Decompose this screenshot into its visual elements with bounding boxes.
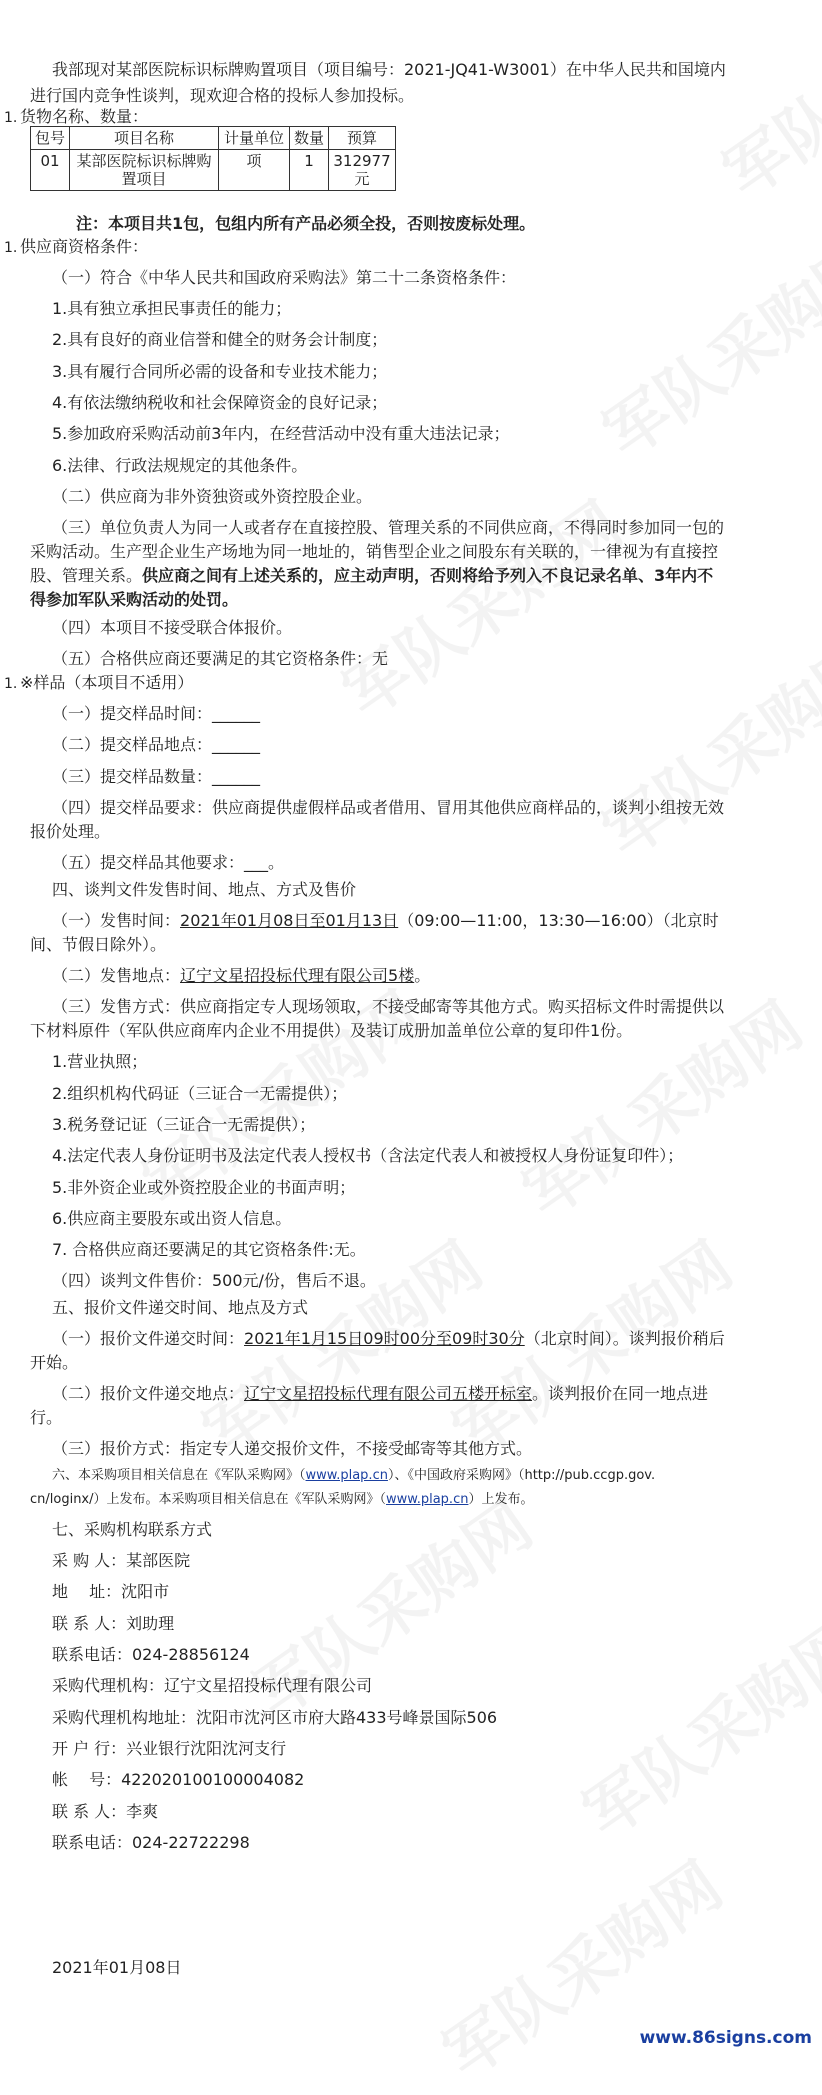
watermark — [233, 1477, 548, 1736]
table-header-cell: 数量 — [290, 127, 329, 150]
list-marker: 1. — [4, 240, 18, 256]
material-item: 6.供应商主要股东或出资人信息。 — [52, 1209, 292, 1228]
section-title: 供应商资格条件： — [20, 237, 149, 256]
section-title: ※样品（本项目不适用） — [20, 673, 194, 692]
material-item: 7. 合格供应商还要满足的其它资格条件:无。 — [52, 1240, 366, 1259]
paragraph-text: 六、本采购项目相关信息在《军队采购网》（ — [52, 1468, 306, 1483]
material-item: 2.组织机构代码证（三证合一无需提供）； — [52, 1084, 348, 1103]
paragraph-text: （一）发售时间： — [52, 911, 181, 930]
table-header-cell: 项目名称 — [70, 127, 219, 150]
paragraph: （二）供应商为非外资独资或外资控股企业。 — [52, 487, 373, 506]
paragraph: （三）报价方式：指定专人递交报价文件，不接受邮寄等其他方式。 — [52, 1439, 533, 1458]
table-cell: 某部医院标识标牌购置项目 — [70, 150, 219, 191]
paragraph: （四）提交样品要求：供应商提供虚假样品或者借用、冒用其他供应商样品的，谈判小组按无效 — [52, 798, 725, 817]
document-date: 2021年01月08日 — [52, 1958, 182, 1977]
paragraph — [30, 566, 713, 585]
paragraph: 报价处理。 — [30, 822, 111, 841]
paragraph-text: 。 — [414, 966, 431, 985]
paragraph: （一）符合《中华人民共和国政府采购法》第二十二条资格条件： — [52, 268, 517, 287]
submission-place-value: 辽宁文星招投标代理有限公司五楼开标室 — [244, 1384, 533, 1403]
section-title: 七、采购机构联系方式 — [52, 1520, 213, 1539]
paragraph-text-bold: 供应商之间有上述关系的，应主动声明，否则将给予列入不良记录名单、3年内不 — [142, 566, 714, 585]
material-item: 5.非外资企业或外资控股企业的书面声明； — [52, 1178, 356, 1197]
contact-line: 联系电话：024-28856124 — [52, 1645, 250, 1664]
condition-item: 3.具有履行合同所必需的设备和专业技术能力； — [52, 362, 388, 381]
condition-item: 2.具有良好的商业信誉和健全的财务会计制度； — [52, 330, 388, 349]
condition-item: 5.参加政府采购活动前3年内，在经营活动中没有重大违法记录； — [52, 424, 510, 443]
intro-line: 我部现对某部医院标识标牌购置项目（项目编号：2021-JQ41-W3001）在中华人民共和国境内 — [52, 60, 726, 79]
paragraph: （四）本项目不接受联合体报价。 — [52, 618, 293, 637]
paragraph: （五）提交样品其他要求：___。 — [52, 853, 285, 872]
section-title: 四、谈判文件发售时间、地点、方式及售价 — [52, 880, 357, 899]
paragraph: 间、节假日除外）。 — [30, 935, 167, 954]
list-marker: 1. — [4, 676, 18, 692]
list-marker: 1. — [4, 110, 18, 126]
paragraph-text: （二）发售地点： — [52, 966, 181, 985]
paragraph: （一）提交样品时间：______ — [52, 704, 261, 723]
publish-line — [30, 1492, 533, 1508]
table-cell: 01 — [31, 150, 70, 191]
sale-place-value: 辽宁文星招投标代理有限公司5楼 — [180, 966, 415, 985]
paragraph — [52, 1384, 708, 1403]
contact-line: 联 系 人：李爽 — [52, 1802, 159, 1821]
paragraph: 开始。 — [30, 1353, 79, 1372]
paragraph — [52, 911, 719, 930]
paragraph-text: （09:00—11:00，13:30—16:00）（北京时 — [398, 911, 719, 930]
watermark — [323, 477, 638, 736]
condition-item: 1.具有独立承担民事责任的能力； — [52, 299, 292, 318]
contact-line: 联系电话：024-22722298 — [52, 1833, 250, 1852]
intro-line: 进行国内竞争性谈判，现欢迎合格的投标人参加投标。 — [30, 86, 415, 105]
paragraph: （三）提交样品数量：______ — [52, 767, 261, 786]
table-cell: 项 — [219, 150, 290, 191]
watermark — [563, 1597, 822, 1856]
paragraph — [52, 966, 430, 985]
table-header-cell: 预算 — [329, 127, 396, 150]
table-header-cell: 包号 — [31, 127, 70, 150]
paragraph — [52, 1329, 725, 1348]
paragraph-text: ）、《中国政府采购网》（http://pub.ccgp.gov. — [387, 1468, 656, 1483]
material-item: 4.法定代表人身份证明书及法定代表人授权书（含法定代表人和被授权人身份证复印件）； — [52, 1146, 684, 1165]
sale-time-value: 2021年01月08日至01月13日 — [180, 911, 399, 930]
paragraph: （三）发售方式：供应商指定专人现场领取，不接受邮寄等其他方式。购买招标文件时需提供以 — [52, 997, 725, 1016]
goods-table — [30, 126, 396, 191]
paragraph: 行。 — [30, 1408, 63, 1427]
watermark — [703, 0, 822, 215]
paragraph-text: （二）报价文件递交地点： — [52, 1384, 245, 1403]
paragraph: 得参加军队采购活动的处罚。 — [30, 590, 239, 609]
watermark — [583, 617, 822, 876]
condition-item: 6.法律、行政法规规定的其他条件。 — [52, 456, 308, 475]
contact-line: 联 系 人：刘助理 — [52, 1614, 175, 1633]
section-title: 货物名称、数量： — [20, 107, 149, 126]
contact-line: 开 户 行：兴业银行沈阳沈河支行 — [52, 1739, 287, 1758]
submission-time-value: 2021年1月15日09时00分至09时30分 — [244, 1329, 525, 1348]
material-item: 1.营业执照； — [52, 1052, 148, 1071]
paragraph: （二）提交样品地点：______ — [52, 735, 261, 754]
paragraph-text: （北京时间）。谈判报价稍后 — [524, 1329, 725, 1348]
paragraph-text: （一）报价文件递交时间： — [52, 1329, 245, 1348]
paragraph: 采购活动。生产型企业生产场地为同一地址的，销售型企业之间股东有关联的，一律视为有直接控 — [30, 542, 719, 561]
material-item: 3.税务登记证（三证合一无需提供）； — [52, 1115, 316, 1134]
paragraph: 下材料原件（军队供应商库内企业不用提供）及装订成册加盖单位公章的复印件1份。 — [30, 1021, 633, 1040]
contact-line: 地 址：沈阳市 — [52, 1582, 170, 1601]
plap-link[interactable]: www.plap.cn — [305, 1468, 388, 1483]
table-header-row — [31, 127, 396, 150]
table-row — [31, 150, 396, 191]
paragraph-text: 股、管理关系。 — [30, 566, 143, 585]
paragraph-text: 。谈判报价在同一地点进 — [532, 1384, 709, 1403]
section-title: 五、报价文件递交时间、地点及方式 — [52, 1298, 309, 1317]
goods-note: 注：本项目共1包，包组内所有产品必须全投，否则按废标处理。 — [76, 214, 536, 233]
paragraph-text: ）上发布。 — [468, 1492, 534, 1507]
contact-line: 采购代理机构：辽宁文星招投标代理有限公司 — [52, 1676, 373, 1695]
paragraph-text: cn/loginx/）上发布。本采购项目相关信息在《军队采购网》（ — [30, 1492, 387, 1507]
table-header-cell: 计量单位 — [219, 127, 290, 150]
publish-line — [52, 1468, 655, 1484]
plap-link[interactable]: www.plap.cn — [386, 1492, 469, 1507]
site-url[interactable]: www.86signs.com — [639, 2028, 812, 2048]
table-cell: 1 — [290, 150, 329, 191]
paragraph: （五）合格供应商还要满足的其它资格条件：无 — [52, 649, 389, 668]
watermark — [423, 1837, 738, 2095]
contact-line: 采购代理机构地址：沈阳市沈河区市府大路433号峰景国际506 — [52, 1708, 498, 1727]
condition-item: 4.有依法缴纳税收和社会保障资金的良好记录； — [52, 393, 388, 412]
watermark — [583, 217, 822, 476]
paragraph: （四）谈判文件售价：500元/份，售后不退。 — [52, 1271, 376, 1290]
contact-line: 采 购 人：某部医院 — [52, 1551, 191, 1570]
paragraph: （三）单位负责人为同一人或者存在直接控股、管理关系的不同供应商，不得同时参加同一包的 — [52, 518, 725, 537]
table-cell: 312977元 — [329, 150, 396, 191]
contact-line: 帐 号：422020100100004082 — [52, 1770, 305, 1789]
